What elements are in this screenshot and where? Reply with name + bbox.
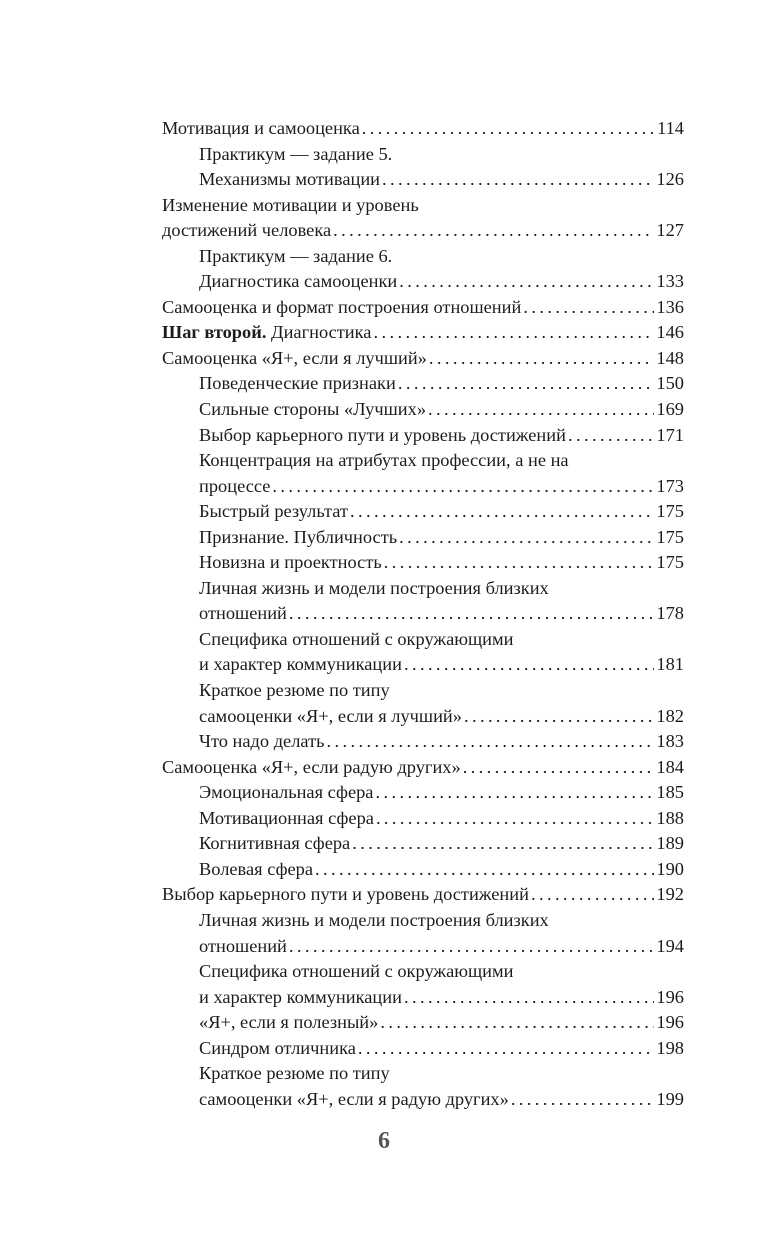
toc-page-number: 184: [656, 756, 684, 777]
toc-dot-leader: [399, 525, 654, 551]
toc-entry-line[interactable]: [162, 1087, 684, 1113]
toc-entry-line[interactable]: [162, 985, 684, 1011]
toc-entry-title: Личная жизнь и модели построения близких: [199, 909, 549, 930]
toc-entry-line[interactable]: [162, 780, 684, 806]
toc-entry-title: и характер коммуникации: [199, 654, 402, 675]
toc-dot-leader: [384, 550, 655, 576]
toc-entry-title: Практикум — задание 6.: [199, 245, 393, 266]
toc-entry-title: самооценки «Я+, если я радую других»: [199, 1088, 509, 1109]
toc-dot-leader: [315, 857, 654, 883]
toc-entry-title: Специфика отношений с окружающими: [199, 961, 514, 982]
toc-page-number: 192: [656, 884, 684, 905]
toc-entry-title: и характер коммуникации: [199, 986, 402, 1007]
toc-entry-line[interactable]: [162, 882, 684, 908]
toc-dot-leader: [272, 474, 654, 500]
toc-entry-line[interactable]: [162, 601, 684, 627]
toc-dot-leader: [428, 397, 654, 423]
toc-entry-bold-prefix: Шаг второй.: [162, 322, 267, 343]
toc-dot-leader: [523, 295, 654, 321]
toc-entry-line[interactable]: [162, 1036, 684, 1062]
toc-page-number: 196: [656, 1012, 684, 1033]
toc-entry-title: Краткое резюме по типу: [199, 1063, 390, 1084]
toc-page-number: 175: [656, 526, 684, 547]
toc-entry-line[interactable]: [162, 474, 684, 500]
toc-entry-line[interactable]: [162, 627, 684, 653]
toc-entry-line[interactable]: [162, 704, 684, 730]
toc-entry-title: самооценки «Я+, если я лучший»: [199, 705, 462, 726]
toc-entry-line[interactable]: [162, 729, 684, 755]
toc-page-number: 146: [656, 322, 684, 343]
toc-dot-leader: [289, 601, 655, 627]
toc-page-number: 194: [656, 935, 684, 956]
toc-entry-line[interactable]: [162, 550, 684, 576]
toc-entry-title: Признание. Публичность: [199, 526, 398, 547]
toc-entry-title: Самооценка «Я+, если я лучший»: [162, 347, 427, 368]
toc-entry-line[interactable]: [162, 218, 684, 244]
toc-entry-title: отношений: [199, 603, 287, 624]
toc-dot-leader: [373, 320, 654, 346]
toc-entry-title: Когнитивная сфера: [199, 833, 351, 854]
toc-dot-leader: [333, 218, 654, 244]
toc-entry-title: Концентрация на атрибутах профессии, а не на: [199, 450, 569, 471]
toc-entry-line[interactable]: [162, 193, 684, 219]
toc-dot-leader: [327, 729, 655, 755]
toc-entry-title: Синдром отличника: [199, 1037, 356, 1058]
toc-page-number: 198: [656, 1037, 684, 1058]
toc-entry-title: Мотивационная сфера: [199, 807, 374, 828]
toc-entry-title: Самооценка и формат построения отношений: [162, 296, 522, 317]
toc-page-number: 185: [656, 782, 684, 803]
toc-entry-line[interactable]: [162, 908, 684, 934]
toc-dot-leader: [399, 269, 654, 295]
toc-entry-line[interactable]: [162, 371, 684, 397]
toc-dot-leader: [382, 167, 654, 193]
toc-entry-line[interactable]: [162, 448, 684, 474]
toc-dot-leader: [429, 346, 655, 372]
toc-dot-leader: [404, 985, 654, 1011]
toc-entry-line[interactable]: [162, 678, 684, 704]
page-number: 6: [378, 1128, 390, 1154]
toc-entry-title: процессе: [199, 475, 271, 496]
toc-entry-line[interactable]: [162, 525, 684, 551]
toc-page-number: 171: [656, 424, 684, 445]
toc-page-number: 183: [656, 731, 684, 752]
toc-dot-leader: [568, 423, 654, 449]
toc-dot-leader: [376, 806, 654, 832]
toc-dot-leader: [289, 934, 655, 960]
toc-entry-title: Быстрый результат: [199, 501, 349, 522]
toc-entry-title: Волевая сфера: [199, 858, 314, 879]
toc-dot-leader: [404, 652, 654, 678]
toc-page-number: 178: [656, 603, 684, 624]
toc-entry-title: достижений человека: [162, 220, 332, 241]
toc-entry-title: Выбор карьерного пути и уровень достижений: [199, 424, 566, 445]
toc-page-number: 127: [656, 220, 684, 241]
toc-dot-leader: [398, 371, 655, 397]
toc-entry-line[interactable]: [162, 295, 684, 321]
toc-entry-title: Личная жизнь и модели построения близких: [199, 577, 549, 598]
toc-entry-line[interactable]: [162, 1010, 684, 1036]
toc-entry-title: Мотивация и самооценка: [162, 118, 360, 138]
toc-entry-title: Диагностика самооценки: [199, 271, 398, 292]
toc-entry-line[interactable]: [162, 346, 684, 372]
toc-entry-title: Специфика отношений с окружающими: [199, 628, 514, 649]
toc-page-number: 136: [656, 296, 684, 317]
toc-entry-title: Выбор карьерного пути и уровень достижений: [162, 884, 529, 905]
toc-entry-line[interactable]: [162, 269, 684, 295]
toc-dot-leader: [511, 1087, 655, 1113]
toc-entry-line[interactable]: [162, 167, 684, 193]
toc-page-number: 175: [656, 552, 684, 573]
toc-dot-leader: [358, 1036, 655, 1062]
toc-entry-line[interactable]: [162, 806, 684, 832]
toc-entry-line[interactable]: [162, 397, 684, 423]
toc-page-number: 175: [656, 501, 684, 522]
toc-entry-line[interactable]: [162, 959, 684, 985]
toc-entry-title: [162, 320, 371, 346]
toc-page-number: 114: [657, 118, 684, 138]
toc-entry-line[interactable]: [162, 499, 684, 525]
toc-dot-leader: [380, 1010, 654, 1036]
toc-entry-line[interactable]: [162, 423, 684, 449]
toc-page-number: 173: [656, 475, 684, 496]
toc-entry-title: Что надо делать: [199, 731, 325, 752]
toc-entry-line[interactable]: [162, 1061, 684, 1087]
toc-entry-line[interactable]: [162, 116, 684, 142]
toc-entry-line[interactable]: [162, 934, 684, 960]
toc-entry-line[interactable]: [162, 755, 684, 781]
toc-entry-line[interactable]: [162, 857, 684, 883]
toc-entry-title: «Я+, если я полезный»: [199, 1012, 379, 1033]
toc-entry-line[interactable]: [162, 320, 684, 346]
toc-entry-title: Практикум — задание 5.: [199, 143, 393, 164]
toc-dot-leader: [531, 882, 654, 908]
toc-page-number: 188: [656, 807, 684, 828]
toc-page-number: 182: [656, 705, 684, 726]
toc-page-number: 148: [656, 347, 684, 368]
toc-entry-title: Сильные стороны «Лучших»: [199, 399, 427, 420]
toc-page-number: 126: [656, 169, 684, 190]
toc-entry-title: Механизмы мотивации: [199, 169, 381, 190]
toc-page-number: 199: [656, 1088, 684, 1109]
toc-page-number: 169: [656, 399, 684, 420]
toc-page-number: 181: [656, 654, 684, 675]
toc-entry-line[interactable]: [162, 576, 684, 602]
toc-entry-title: отношений: [199, 935, 287, 956]
toc-dot-leader: [375, 780, 654, 806]
toc-dot-leader: [463, 755, 655, 781]
toc-page-number: 189: [656, 833, 684, 854]
toc-dot-leader: [464, 704, 654, 730]
toc-entry-title-text: Диагностика: [266, 322, 372, 343]
toc-page-number: 133: [656, 271, 684, 292]
toc-page-number: 190: [656, 858, 684, 879]
toc-entry-line[interactable]: [162, 831, 684, 857]
toc-entry-title: Поведенческие признаки: [199, 373, 396, 394]
toc-entry-title: Самооценка «Я+, если радую других»: [162, 756, 461, 777]
toc-entry-line[interactable]: [162, 142, 684, 168]
table-of-contents: [162, 116, 684, 1112]
toc-entry-line[interactable]: [162, 244, 684, 270]
toc-dot-leader: [362, 116, 655, 142]
toc-entry-title: Эмоциональная сфера: [199, 782, 374, 803]
toc-entry-title: Изменение мотивации и уровень: [162, 194, 419, 215]
toc-dot-leader: [352, 831, 654, 857]
toc-entry-line[interactable]: [162, 652, 684, 678]
toc-entry-title: Новизна и проектность: [199, 552, 382, 573]
toc-entry-title: Краткое резюме по типу: [199, 680, 390, 701]
toc-page-number: 150: [656, 373, 684, 394]
toc-page-number: 196: [656, 986, 684, 1007]
toc-dot-leader: [350, 499, 654, 525]
